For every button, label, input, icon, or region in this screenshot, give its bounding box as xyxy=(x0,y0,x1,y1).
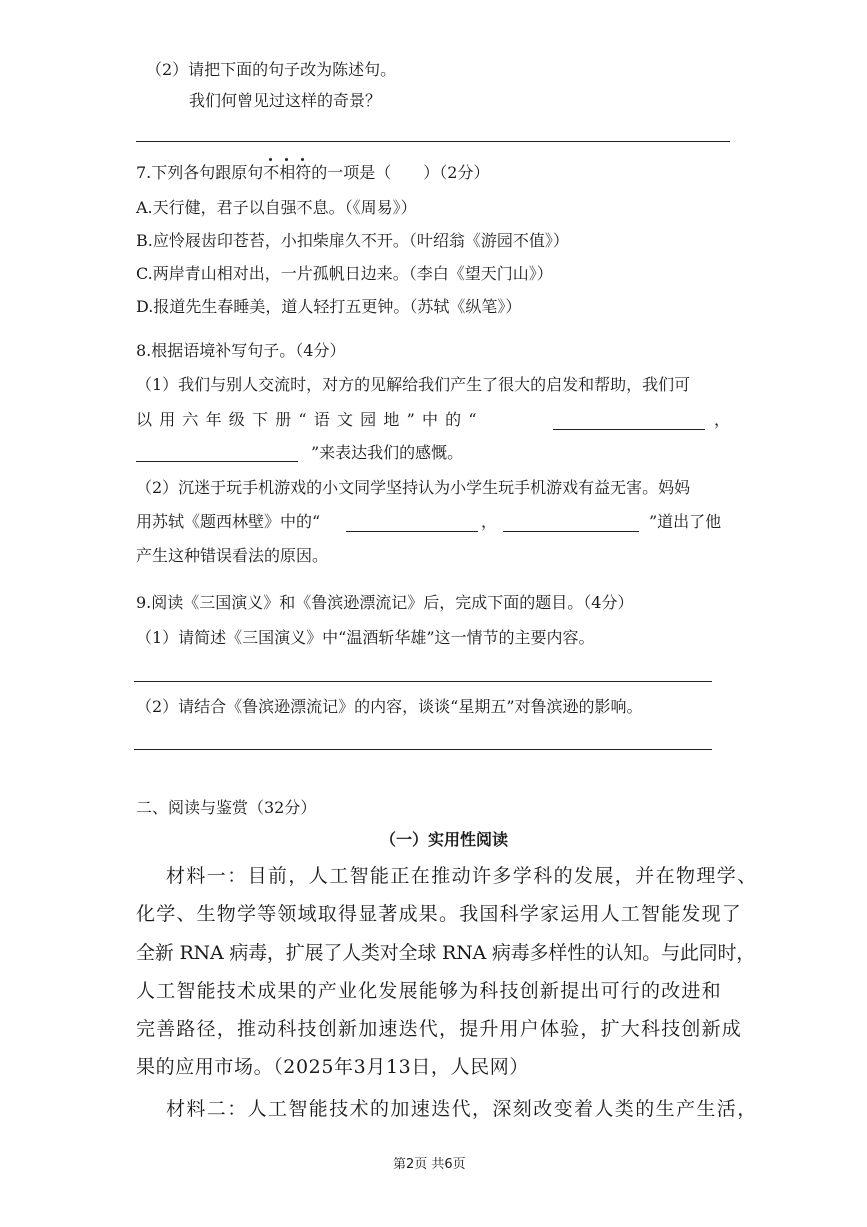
section2-subheading: （一）实用性阅读 xyxy=(380,830,509,849)
q9-part1-answer-line[interactable] xyxy=(134,681,712,682)
material1-line-3: 全新 RNA 病毒，扩展了人类对全球 RNA 病毒多样性的认知。与此同时， xyxy=(136,942,756,964)
q7-option-d: D.报道先生春睡美，道人轻打五更钟。（苏轼《纵笔》） xyxy=(136,297,522,316)
material2-line-1: 材料二：人工智能技术的加速迭代，深刻改变着人类的生产生活， xyxy=(166,1098,758,1120)
material1-line-2: 化学、生物学等领域取得显著成果。我国科学家运用人工智能发现了 xyxy=(136,903,743,925)
q6-part2-sentence: 我们何曾见过这样的奇景？ xyxy=(189,91,382,110)
section2-heading: 二、阅读与鉴赏（32分） xyxy=(136,798,317,817)
q7-stem xyxy=(136,165,489,181)
q8-part2-line2-c: ”道出了他 xyxy=(649,512,722,531)
material1-line-5: 完善路径，推动科技创新加速迭代，提升用户体验，扩大科技创新成 xyxy=(136,1018,743,1040)
q9-part2-answer-line[interactable] xyxy=(134,749,712,750)
q8-part1-blank2[interactable] xyxy=(136,461,298,462)
q7-option-b: B.应怜屐齿印苍苔，小扣柴扉久不开。（叶绍翁《游园不值》） xyxy=(136,231,569,250)
emphasis-dot-2 xyxy=(285,158,288,161)
q8-part1-line2: 以用六年级下册“语文园地”中的“ xyxy=(136,410,484,429)
q7-option-a: A.天行健，君子以自强不息。（《周易》） xyxy=(136,198,417,217)
q8-part2-line1: （2）沉迷于玩手机游戏的小文同学坚持认为小学生玩手机游戏有益无害。妈妈 xyxy=(136,478,691,497)
q8-part1-blank1[interactable] xyxy=(553,429,705,430)
q8-part1-line3: ”来表达我们的感慨。 xyxy=(311,443,464,462)
q8-part2-comma: ， xyxy=(481,512,498,531)
emphasis-dot-3 xyxy=(301,158,304,161)
q8-part1-comma: ， xyxy=(714,410,731,429)
emphasis-dot-1 xyxy=(269,158,272,161)
q8-part2-blank2[interactable] xyxy=(503,531,639,532)
material1-line-1: 材料一：目前，人工智能正在推动许多学科的发展，并在物理学、 xyxy=(166,865,758,887)
q8-part2-blank1[interactable] xyxy=(346,531,478,532)
material1-line-6: 果的应用市场。（2025年3月13日，人民网） xyxy=(136,1056,529,1078)
material1-line-4: 人工智能技术成果的产业化发展能够为科技创新提出可行的改进和 xyxy=(136,980,722,1002)
q6-part2-prompt: （2）请把下面的句子改为陈述句。 xyxy=(146,60,397,79)
q7-stem-prefix: 7.下列各句跟原句 xyxy=(136,163,264,182)
page-number: 第2页 共6页 xyxy=(393,1157,466,1172)
q7-option-c: C.两岸青山相对出，一片孤帆日边来。（李白《望天门山》） xyxy=(136,264,553,283)
q7-stem-suffix: 的一项是（ ）（2分） xyxy=(311,163,490,182)
q8-part1-line1: （1）我们与别人交流时，对方的见解给我们产生了很大的启发和帮助，我们可 xyxy=(136,375,691,394)
q8-part2-line3: 产生这种错误看法的原因。 xyxy=(136,546,329,565)
q8-stem: 8.根据语境补写句子。（4分） xyxy=(136,341,346,360)
q9-part2: （2）请结合《鲁滨逊漂流记》的内容，谈谈“星期五”对鲁滨逊的影响。 xyxy=(136,697,643,716)
q7-stem-emphasis: 不相符 xyxy=(263,163,311,182)
q8-part2-line2-a: 用苏轼《题西林壁》中的“ xyxy=(136,512,321,531)
q9-part1: （1）请简述《三国演义》中“温酒斩华雄”这一情节的主要内容。 xyxy=(136,628,595,647)
q9-stem: 9.阅读《三国演义》和《鲁滨逊漂流记》后，完成下面的题目。（4分） xyxy=(136,593,634,612)
q6-answer-line[interactable] xyxy=(136,141,730,142)
